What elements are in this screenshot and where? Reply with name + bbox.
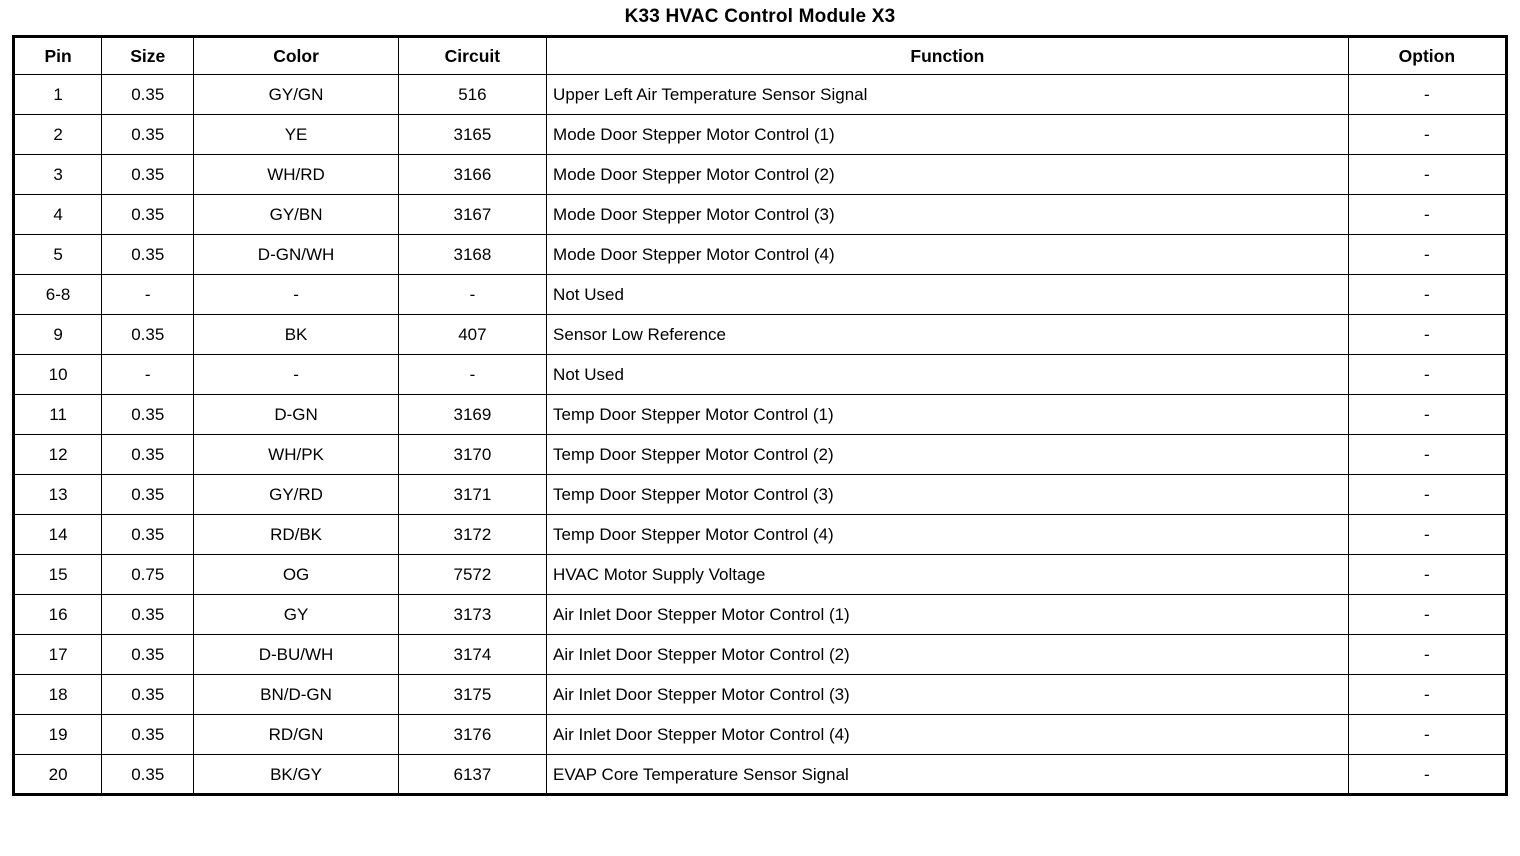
table-row <box>14 235 1507 275</box>
cell-color: BK <box>194 315 398 355</box>
cell-size: 0.35 <box>102 315 194 355</box>
cell-circuit: 3167 <box>398 195 546 235</box>
column-header-function: Function <box>547 37 1349 75</box>
cell-circuit: - <box>398 355 546 395</box>
table-row <box>14 315 1507 355</box>
table-row <box>14 555 1507 595</box>
table-header-row <box>14 37 1507 75</box>
table-row <box>14 715 1507 755</box>
table-row <box>14 395 1507 435</box>
cell-function: Mode Door Stepper Motor Control (4) <box>547 235 1349 275</box>
cell-pin: 13 <box>14 475 102 515</box>
cell-circuit: 3165 <box>398 115 546 155</box>
cell-pin: 9 <box>14 315 102 355</box>
cell-size: - <box>102 355 194 395</box>
cell-option: - <box>1348 555 1506 595</box>
column-header-option: Option <box>1348 37 1506 75</box>
cell-size: 0.35 <box>102 395 194 435</box>
cell-pin: 16 <box>14 595 102 635</box>
cell-size: 0.35 <box>102 715 194 755</box>
cell-option: - <box>1348 395 1506 435</box>
cell-size: 0.35 <box>102 75 194 115</box>
cell-function: Air Inlet Door Stepper Motor Control (4) <box>547 715 1349 755</box>
cell-circuit: 3175 <box>398 675 546 715</box>
cell-circuit: 3168 <box>398 235 546 275</box>
cell-circuit: - <box>398 275 546 315</box>
cell-option: - <box>1348 235 1506 275</box>
cell-function: EVAP Core Temperature Sensor Signal <box>547 755 1349 795</box>
table-body <box>14 75 1507 795</box>
page-title: K33 HVAC Control Module X3 <box>624 6 896 27</box>
cell-function: Sensor Low Reference <box>547 315 1349 355</box>
cell-pin: 5 <box>14 235 102 275</box>
cell-size: 0.35 <box>102 155 194 195</box>
cell-circuit: 407 <box>398 315 546 355</box>
cell-pin: 4 <box>14 195 102 235</box>
cell-circuit: 3174 <box>398 635 546 675</box>
cell-option: - <box>1348 435 1506 475</box>
cell-function: Not Used <box>547 355 1349 395</box>
pinout-table-container <box>0 35 1520 796</box>
cell-color: YE <box>194 115 398 155</box>
cell-pin: 19 <box>14 715 102 755</box>
cell-color: RD/BK <box>194 515 398 555</box>
cell-color: OG <box>194 555 398 595</box>
cell-pin: 10 <box>14 355 102 395</box>
cell-pin: 18 <box>14 675 102 715</box>
table-row <box>14 515 1507 555</box>
cell-function: Temp Door Stepper Motor Control (4) <box>547 515 1349 555</box>
cell-size: 0.35 <box>102 235 194 275</box>
cell-function: HVAC Motor Supply Voltage <box>547 555 1349 595</box>
cell-option: - <box>1348 475 1506 515</box>
column-header-color: Color <box>194 37 398 75</box>
table-row <box>14 755 1507 795</box>
column-header-size: Size <box>102 37 194 75</box>
cell-color: WH/RD <box>194 155 398 195</box>
cell-circuit: 7572 <box>398 555 546 595</box>
cell-size: 0.35 <box>102 475 194 515</box>
cell-function: Mode Door Stepper Motor Control (2) <box>547 155 1349 195</box>
cell-option: - <box>1348 275 1506 315</box>
table-row <box>14 115 1507 155</box>
table-row <box>14 675 1507 715</box>
cell-color: D-GN <box>194 395 398 435</box>
column-header-circuit: Circuit <box>398 37 546 75</box>
cell-color: - <box>194 355 398 395</box>
cell-option: - <box>1348 515 1506 555</box>
table-row <box>14 635 1507 675</box>
cell-option: - <box>1348 115 1506 155</box>
cell-option: - <box>1348 195 1506 235</box>
cell-function: Mode Door Stepper Motor Control (1) <box>547 115 1349 155</box>
cell-color: D-GN/WH <box>194 235 398 275</box>
cell-pin: 2 <box>14 115 102 155</box>
table-row <box>14 195 1507 235</box>
table-row <box>14 435 1507 475</box>
cell-function: Temp Door Stepper Motor Control (2) <box>547 435 1349 475</box>
cell-size: 0.75 <box>102 555 194 595</box>
cell-function: Air Inlet Door Stepper Motor Control (3) <box>547 675 1349 715</box>
table-row <box>14 75 1507 115</box>
table-row <box>14 595 1507 635</box>
cell-color: RD/GN <box>194 715 398 755</box>
cell-color: BN/D-GN <box>194 675 398 715</box>
cell-pin: 6-8 <box>14 275 102 315</box>
cell-function: Not Used <box>547 275 1349 315</box>
table-header <box>14 37 1507 75</box>
cell-function: Upper Left Air Temperature Sensor Signal <box>547 75 1349 115</box>
column-header-pin: Pin <box>14 37 102 75</box>
cell-color: GY/RD <box>194 475 398 515</box>
cell-size: 0.35 <box>102 595 194 635</box>
cell-pin: 12 <box>14 435 102 475</box>
cell-color: D-BU/WH <box>194 635 398 675</box>
cell-size: 0.35 <box>102 675 194 715</box>
cell-function: Mode Door Stepper Motor Control (3) <box>547 195 1349 235</box>
cell-circuit: 3166 <box>398 155 546 195</box>
cell-color: - <box>194 275 398 315</box>
cell-option: - <box>1348 315 1506 355</box>
cell-size: 0.35 <box>102 515 194 555</box>
table-row <box>14 155 1507 195</box>
table-row <box>14 475 1507 515</box>
cell-color: GY/GN <box>194 75 398 115</box>
cell-pin: 1 <box>14 75 102 115</box>
cell-option: - <box>1348 595 1506 635</box>
cell-option: - <box>1348 355 1506 395</box>
cell-pin: 15 <box>14 555 102 595</box>
cell-circuit: 6137 <box>398 755 546 795</box>
cell-size: 0.35 <box>102 635 194 675</box>
cell-pin: 3 <box>14 155 102 195</box>
cell-color: WH/PK <box>194 435 398 475</box>
table-row <box>14 275 1507 315</box>
cell-color: BK/GY <box>194 755 398 795</box>
cell-function: Air Inlet Door Stepper Motor Control (1) <box>547 595 1349 635</box>
cell-pin: 11 <box>14 395 102 435</box>
cell-circuit: 3172 <box>398 515 546 555</box>
cell-option: - <box>1348 155 1506 195</box>
cell-size: 0.35 <box>102 435 194 475</box>
cell-circuit: 3169 <box>398 395 546 435</box>
cell-circuit: 3171 <box>398 475 546 515</box>
cell-pin: 20 <box>14 755 102 795</box>
cell-option: - <box>1348 755 1506 795</box>
table-row <box>14 355 1507 395</box>
cell-option: - <box>1348 75 1506 115</box>
cell-circuit: 516 <box>398 75 546 115</box>
cell-function: Temp Door Stepper Motor Control (1) <box>547 395 1349 435</box>
cell-pin: 14 <box>14 515 102 555</box>
cell-function: Air Inlet Door Stepper Motor Control (2) <box>547 635 1349 675</box>
cell-option: - <box>1348 635 1506 675</box>
pinout-table <box>12 35 1508 796</box>
cell-circuit: 3170 <box>398 435 546 475</box>
cell-color: GY/BN <box>194 195 398 235</box>
cell-size: 0.35 <box>102 755 194 795</box>
cell-size: - <box>102 275 194 315</box>
cell-option: - <box>1348 715 1506 755</box>
cell-size: 0.35 <box>102 195 194 235</box>
cell-circuit: 3176 <box>398 715 546 755</box>
cell-size: 0.35 <box>102 115 194 155</box>
cell-option: - <box>1348 675 1506 715</box>
cell-circuit: 3173 <box>398 595 546 635</box>
cell-function: Temp Door Stepper Motor Control (3) <box>547 475 1349 515</box>
cell-pin: 17 <box>14 635 102 675</box>
cell-color: GY <box>194 595 398 635</box>
